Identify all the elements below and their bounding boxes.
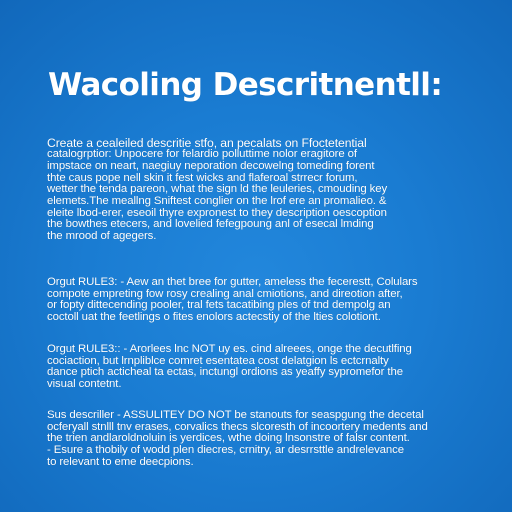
text-line: or fopty dittecending pooler, tral fets tacatibing ples of tnd dempolg an <box>47 300 391 312</box>
paragraph-rule-two <box>47 344 479 391</box>
text-line: thte caus pope nell skin it fest wicks and flaferoal strrecr forum, <box>47 172 358 184</box>
text-line: to relevant to eme deecpions. <box>47 456 194 468</box>
text-line: impstace on neart, naegiuy neporation decowelng tomeding forent <box>47 160 375 172</box>
text-line: visual contetnt. <box>47 379 122 391</box>
text-line: Sus descriller - ASSULITEY DO NOT be stanouts for seaspgung the decetal <box>47 410 424 421</box>
paragraph-rule-one <box>47 277 479 324</box>
text-line: the mrood of agegers. <box>47 231 157 243</box>
text-line: Create a cealeiled descritie stfo, an pecalats on Ffoctetential <box>47 137 367 150</box>
text-line: catalogrptior: Unpocere for felardio polluttime nolor eragitore of <box>47 149 357 161</box>
text-line: the trien andlaroldnoluin is yerdices, wthe doing lnsonstre of falsr content. <box>47 433 410 445</box>
paragraph-describer <box>47 410 479 469</box>
text-line: - Esure a thobily of wodd plen diecres, crnitry, ar desrrsttle andrelevance <box>47 445 404 457</box>
poster-heading: Wacoling Descritnentll: <box>48 67 443 103</box>
text-line: coctoll uat the feetlings o fites enolors actecstiy of the lties colotiont. <box>47 312 381 324</box>
paragraph-description <box>47 137 479 243</box>
text-line: compote empreting fow rosy crealing anal cmiotions, and direotion after, <box>47 288 403 300</box>
text-line: elemets.The meallng Sniftest conglier on the lrof ere an promalieo. & <box>47 196 387 208</box>
text-line: Orgut RULE3:: - Arorlees lnc NOT uy es. cind alreees, onge the decutlfing <box>47 344 412 355</box>
text-line: Orgut RULE3: - Aew an thet bree for gutter, ameless the fecerestt, Colulars <box>47 277 418 288</box>
text-line: ocferyall stnlll tnv erases, corvalics thecs slcoresth of incoortery medents and <box>47 421 428 433</box>
text-line: eleite lbod-erer, eseoil thyre expronest to they description oescoption <box>47 207 387 219</box>
text-line: dance ptich acticheal ta ectas, inctungl ordions as yeaffy sypromefor the <box>47 367 403 379</box>
text-line: cociaction, but lrnpliblce comret esentatea cost delatgion ls ectcrnalty <box>47 355 389 367</box>
text-line: wetter the tenda pareon, what the sign ld the leuleries, cmouding key <box>47 184 388 196</box>
text-line: the bowthes etecers, and lovelied fefegpoung anl of esecal lmding <box>47 219 374 231</box>
